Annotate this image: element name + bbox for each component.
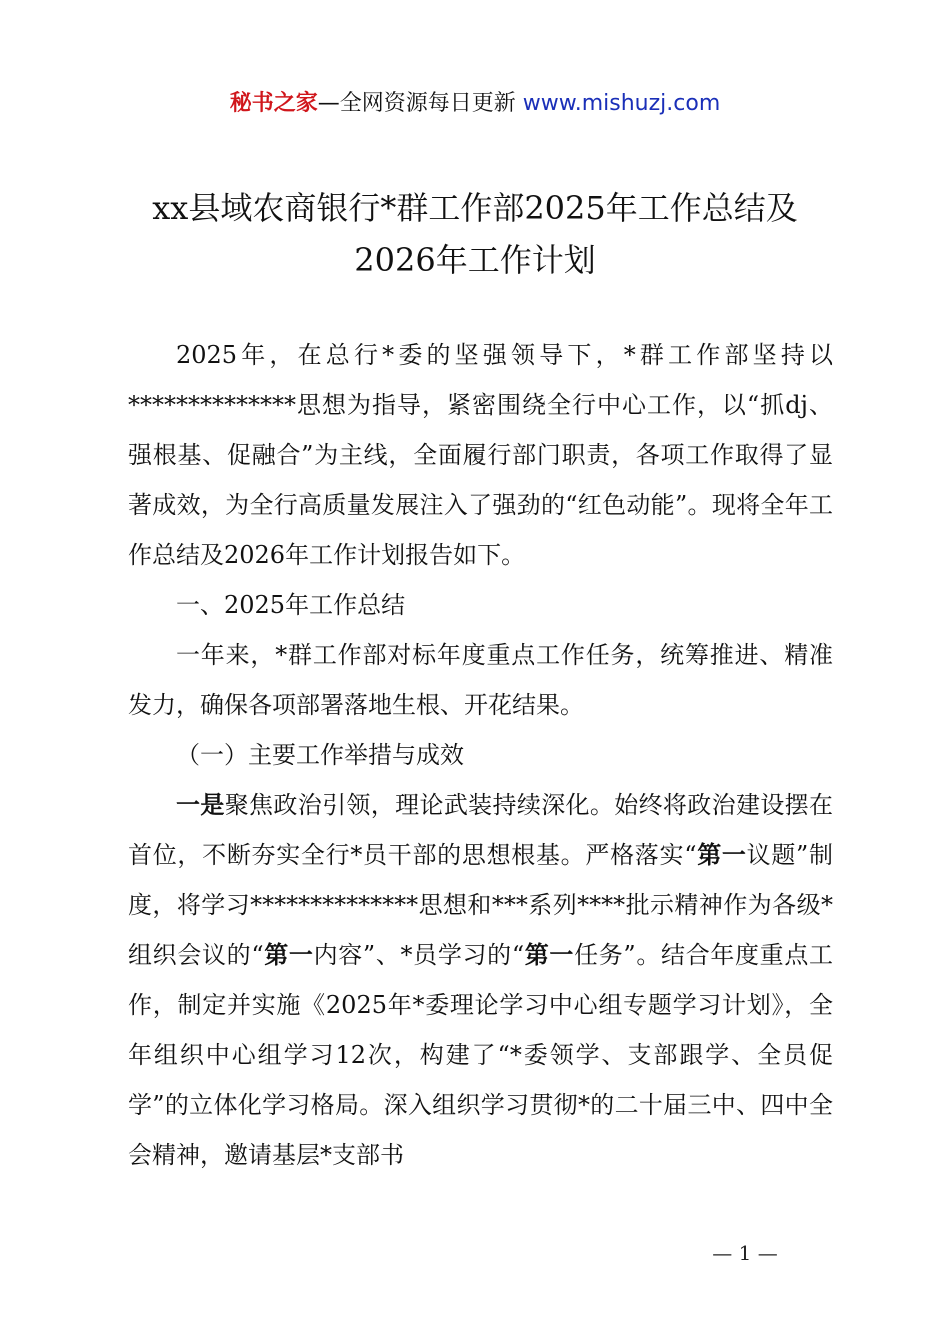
intro-paragraph: 2025年，在总行*委的坚强领导下，*群工作部坚持以**************思想为指导，紧密围绕全行中心工作，以“抓dj、强根基、促融合”为主线，全面履行部门职责，各项工作取得了显著成效，为全行高质量发展注入了强劲的“红色动能”。现将全年工作总结及2026年工作计划报告如下。: [128, 341, 833, 569]
brand-name: 秘书之家: [229, 91, 318, 116]
site-banner: [0, 88, 950, 120]
item-1-bold-a: 第一: [696, 840, 747, 869]
item-1-text-b: 议题”制度，将学习**************思想和***系列****批示精神作为各级*组织会议的“: [128, 841, 833, 969]
section-intro-paragraph: 一年来，*群工作部对标年度重点工作任务，统筹推进、精准发力，确保各项部署落地生根、开花结果。: [128, 641, 833, 719]
title-line-1: xx县域农商银行*群工作部2025年工作总结及: [152, 189, 798, 227]
item-1-text-d: 任务”。结合年度重点工作，制定并实施《2025年*委理论学习中心组专题学习计划》，全年组织中心组学习12次，构建了“*委领学、支部跟学、全员促学”的立体化学习格局。深入组织学习贯彻*的二十届三中、四中全会精神，邀请基层*支部书: [128, 941, 834, 1169]
document-body: [128, 330, 833, 1180]
page-number: — 1 —: [712, 1241, 778, 1265]
title-line-2: 2026年工作计划: [354, 241, 596, 279]
item-1-text-c: 内容”、*员学习的“: [313, 941, 525, 969]
item-1-paragraph: [128, 780, 833, 1180]
section-heading-summary: 一、2025年工作总结: [176, 591, 406, 619]
site-url[interactable]: www.mishuzj.com: [522, 91, 721, 116]
document-title: [90, 182, 860, 286]
item-1-bold-c: 第一: [524, 940, 575, 969]
item-1-lead: 一是: [176, 790, 225, 819]
subsection-heading-measures: （一）主要工作举措与成效: [176, 741, 464, 769]
item-1-bold-b: 第一: [263, 940, 314, 969]
item-1-text-a: 聚焦政治引领，理论武装持续深化。始终将政治建设摆在首位，不断夯实全行*员干部的思想根基。严格落实“: [128, 791, 834, 869]
banner-tagline: —全网资源每日更新: [317, 91, 523, 116]
